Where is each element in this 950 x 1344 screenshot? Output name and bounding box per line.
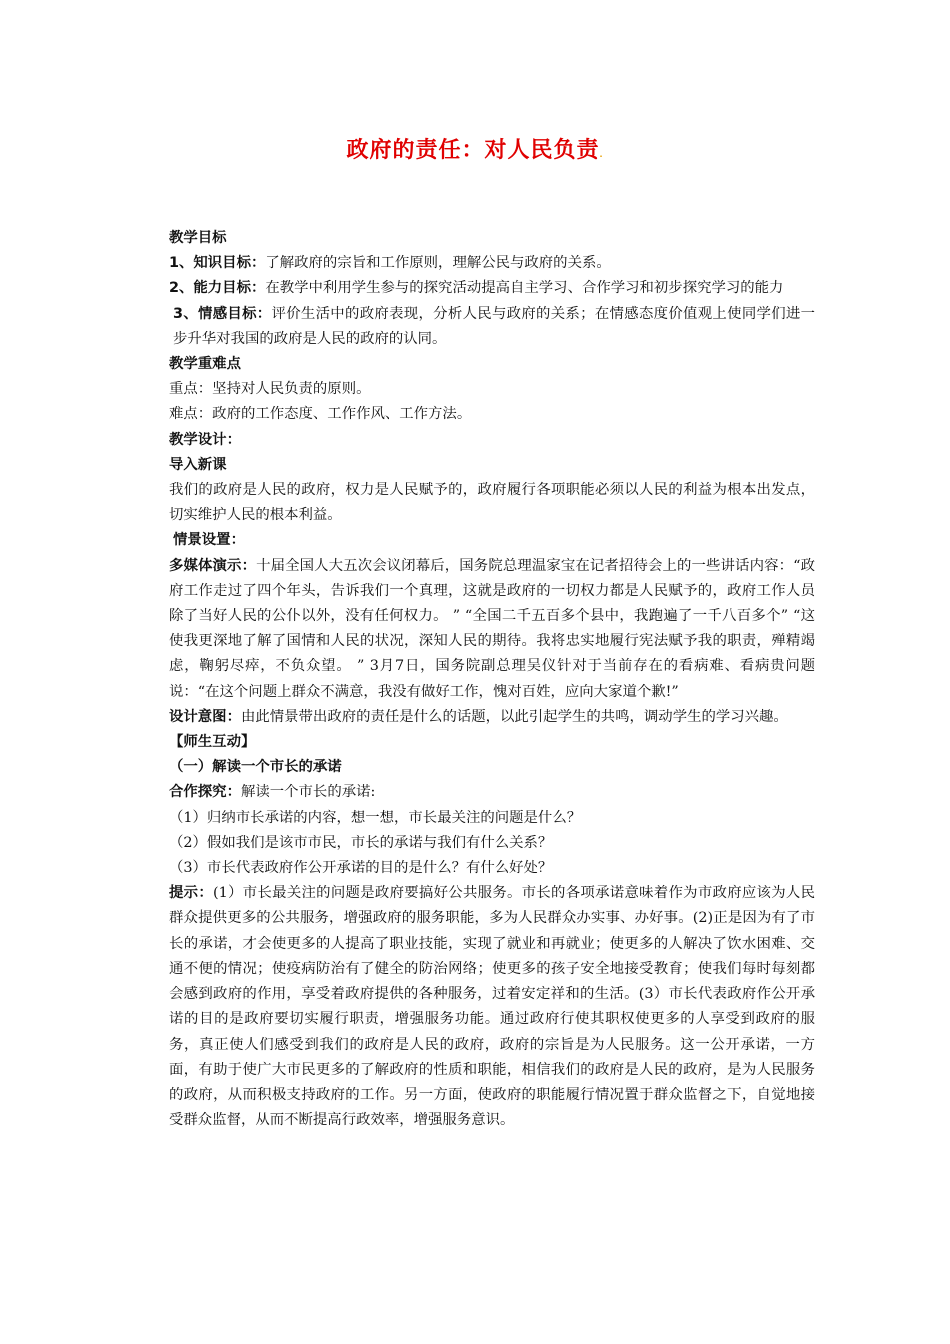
hint-paragraph — [145, 881, 815, 1133]
coop-text: 解读一个市长的承诺: — [240, 784, 376, 801]
sub1-heading: （一）解读一个市长的承诺 — [169, 759, 342, 776]
goal-ability — [145, 276, 815, 301]
intro-heading: 导入新课 — [169, 456, 227, 473]
title-mark: . — [599, 150, 604, 159]
goal-knowledge-label: 1、知识目标： — [169, 255, 266, 272]
goal-ability-text: 在教学中利用学生参与的探究活动提高自主学习、合作学习和初步探究学习的能力 — [265, 280, 784, 297]
coop-label: 合作探究： — [169, 784, 241, 801]
hint-text: (1）市长最关注的问题是政府要搞好公共服务。市长的各项承诺意味着作为市政府应该为人民群众提供更多的公共服务，增强政府的服务职能，多为人民群众办实事、办好事。(2)正是因为有了市长的承诺，才会使更多的人提高了职业技能，实现了就业和再就业；使更多的人解决了饮水困难、交通不便的情况；使疫病防治有了健全的防治网络；使更多的孩子安全地接受教育；使我们每时每刻都会感到政府的作用，享受着政府提供的各种服务，过着安定祥和的生活。(3）市长代表政府作公开承诺的目的是政府要切实履行职责，增强服务功能。通过政府行使其职权使更多的人享受到政府的服务，真正使人们感受到我们的政府是人民的政府，政府的宗旨是为人民服务。这一公开承诺，一方面，有助于使广大市民更多的了解政府的性质和职能，相信我们的政府是人民的政府，是为人民服务的政府，从而积极支持政府的工作。另一方面，使政府的职能履行情况置于群众监督之下，自觉地接受群众监督，从而不断提高行政效率，增强服务意识。 — [169, 885, 815, 1129]
intro-text: 我们的政府是人民的政府，权力是人民赋予的，政府履行各项职能必须以人民的利益为根本出发点，切实维护人民的根本利益。 — [169, 482, 815, 524]
hard-point: 难点：政府的工作态度、工作作风、工作方法。 — [169, 406, 472, 423]
hint-label: 提示： — [169, 885, 214, 902]
goal-emotion-text: 评价生活中的政府表现，分析人民与政府的关系；在情感态度价值观上使同学们进一步升华对我国的政府是人民的政府的认同。 — [173, 305, 815, 347]
scene-heading: 情景设置： — [173, 532, 245, 549]
goal-ability-label: 2、能力目标： — [169, 280, 266, 297]
design-heading: 教学设计： — [169, 431, 241, 448]
media-label: 多媒体演示： — [169, 557, 257, 574]
goal-knowledge — [145, 251, 815, 276]
difficulty-heading: 教学重难点 — [169, 356, 241, 373]
goal-emotion-label: 3、情感目标： — [173, 305, 272, 322]
media-text: 十届全国人大五次会议闭幕后，国务院总理温家宝在记者招待会上的一些讲话内容：“政府工作走过了四个年头，告诉我们一个真理，这就是政府的一切权力都是人民赋予的，政府工作人员除了当好人民的公仆以外，没有任何权力。 ” “全国二千五百多个县中，我跑遍了一千八百多个” “这使我更深地了解了国情和人民的状况，深知人民的期待。我将忠实地履行宪法赋予我的职责，殚精竭虑，鞠躬尽瘁，不负众望。 ” 3月7日，国务院副总理吴仪针对于当前存在的看病难、看病贵问题说：“在这个问题上群众不满意，我没有做好工作，愧对百姓，应向大家道个歉!” — [169, 557, 815, 700]
question-3: （3）市长代表政府作公开承诺的目的是什么？有什么好处？ — [169, 860, 553, 877]
goals-heading: 教学目标 — [169, 230, 227, 246]
key-point: 重点：坚持对人民负责的原则。 — [169, 381, 371, 398]
page-title-text: 政府的责任：对人民负责 — [346, 138, 600, 163]
coop-paragraph — [145, 780, 815, 805]
intent-label: 设计意图： — [169, 708, 241, 725]
intent-text: 由此情景带出政府的责任是什么的话题，以此引起学生的共鸣，调动学生的学习兴趣。 — [240, 708, 788, 725]
media-paragraph — [145, 554, 815, 705]
goal-emotion — [145, 302, 815, 352]
page-title — [0, 133, 950, 164]
goal-knowledge-text: 了解政府的宗旨和工作原则，理解公民与政府的关系。 — [265, 255, 611, 272]
document-body — [145, 226, 815, 1133]
question-1: （1）归纳市长承诺的内容，想一想，市长最关注的问题是什么？ — [169, 809, 582, 826]
interaction-heading: 【师生互动】 — [169, 734, 256, 751]
question-2: （2）假如我们是该市市民，市长的承诺与我们有什么关系？ — [169, 834, 553, 851]
intent-paragraph — [145, 705, 815, 730]
